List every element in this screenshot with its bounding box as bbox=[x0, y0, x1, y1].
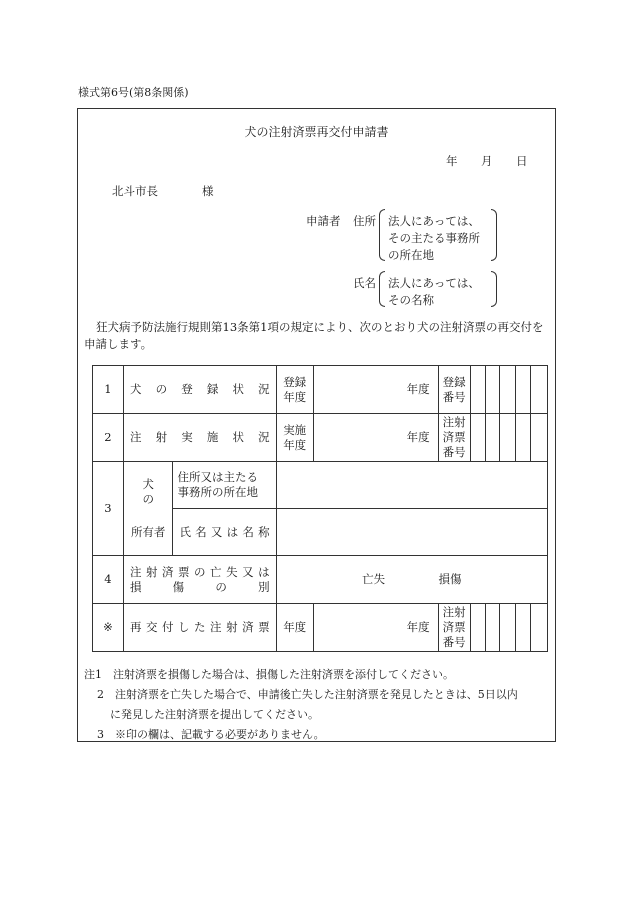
note-2-cont: に発見した注射済票を提出してください。 bbox=[110, 708, 319, 721]
digit-box[interactable] bbox=[470, 604, 485, 652]
address-bracket-right bbox=[491, 209, 497, 261]
note-1: 注1 注射済票を損傷した場合は、損傷した注射済票を添付してください。 bbox=[84, 668, 454, 681]
number-header: 注射 済票 番号 bbox=[438, 414, 470, 462]
loss-damage-options[interactable] bbox=[276, 556, 547, 604]
application-table bbox=[92, 365, 548, 652]
row-number: 2 bbox=[93, 414, 124, 462]
owner-name-field[interactable] bbox=[276, 509, 547, 556]
table-row bbox=[93, 556, 548, 604]
lost-option[interactable]: 亡失 bbox=[362, 572, 386, 586]
note-3: 3 ※印の欄は、記載する必要がありません。 bbox=[97, 728, 325, 741]
address-note: 法人にあっては、 その主たる事務所 の所在地 bbox=[388, 214, 480, 262]
table-row bbox=[93, 366, 548, 414]
address-bracket-left bbox=[379, 209, 385, 261]
digit-box[interactable] bbox=[486, 366, 500, 414]
row-label: 犬の登録状況 bbox=[123, 366, 276, 414]
name-bracket-left bbox=[379, 271, 385, 307]
owner-label: 犬の 所有者 bbox=[123, 462, 173, 556]
table-row bbox=[93, 604, 548, 652]
table-row bbox=[93, 462, 548, 509]
row-number: ※ bbox=[93, 604, 124, 652]
name-bracket-right bbox=[491, 271, 497, 307]
addressee-name: 北斗市長 bbox=[112, 184, 158, 198]
digit-box[interactable] bbox=[470, 366, 485, 414]
addressee-honorific: 様 bbox=[202, 184, 214, 198]
date-year-label: 年 bbox=[446, 154, 458, 168]
row-label: 再交付した注射済票 bbox=[123, 604, 276, 652]
digit-box[interactable] bbox=[515, 366, 530, 414]
year-header: 実施 年度 bbox=[276, 414, 313, 462]
table-row bbox=[93, 414, 548, 462]
year-field[interactable]: 年度 bbox=[313, 414, 438, 462]
date-month-label: 月 bbox=[481, 154, 493, 168]
owner-name-label: 氏名又は名称 bbox=[173, 509, 276, 556]
name-label: 氏名 bbox=[353, 276, 376, 290]
damaged-option[interactable]: 損傷 bbox=[438, 572, 462, 586]
digit-box[interactable] bbox=[486, 604, 500, 652]
digit-box[interactable] bbox=[500, 366, 515, 414]
row-label: 注射実施状況 bbox=[123, 414, 276, 462]
digit-box[interactable] bbox=[500, 604, 515, 652]
digit-box[interactable] bbox=[515, 604, 530, 652]
digit-box[interactable] bbox=[470, 414, 485, 462]
digit-box[interactable] bbox=[486, 414, 500, 462]
number-header: 登録 番号 bbox=[438, 366, 470, 414]
application-form bbox=[77, 108, 556, 742]
row-number: 4 bbox=[93, 556, 124, 604]
loss-damage-label: 注射済票の亡失又は 損傷の別 bbox=[123, 556, 276, 604]
form-caption: 様式第6号(第8条関係) bbox=[78, 86, 189, 99]
digit-box[interactable] bbox=[500, 414, 515, 462]
year-header: 年度 bbox=[276, 604, 313, 652]
year-field[interactable]: 年度 bbox=[313, 366, 438, 414]
digit-box[interactable] bbox=[531, 414, 548, 462]
number-header: 注射 済票 番号 bbox=[438, 604, 470, 652]
row-number: 3 bbox=[93, 462, 124, 556]
owner-address-field[interactable] bbox=[276, 462, 547, 509]
year-header: 登録 年度 bbox=[276, 366, 313, 414]
address-label: 住所 bbox=[353, 214, 376, 228]
notes bbox=[84, 665, 518, 745]
row-number: 1 bbox=[93, 366, 124, 414]
digit-box[interactable] bbox=[531, 604, 548, 652]
body-text: 狂犬病予防法施行規則第13条第1項の規定により、次のとおり犬の注射済票の再交付を 申請します。 bbox=[84, 320, 544, 351]
year-field[interactable]: 年度 bbox=[313, 604, 438, 652]
digit-box[interactable] bbox=[515, 414, 530, 462]
name-note: 法人にあっては、 その名称 bbox=[388, 276, 480, 307]
date-day-label: 日 bbox=[516, 154, 528, 168]
form-title: 犬の注射済票再交付申請書 bbox=[244, 125, 389, 139]
note-2: 2 注射済票を亡失した場合で、申請後亡失した注射済票を発見したときは、5日以内 bbox=[97, 688, 518, 701]
owner-address-label: 住所又は主たる 事務所の所在地 bbox=[173, 462, 276, 509]
digit-box[interactable] bbox=[531, 366, 548, 414]
applicant-label: 申請者 bbox=[306, 214, 341, 228]
